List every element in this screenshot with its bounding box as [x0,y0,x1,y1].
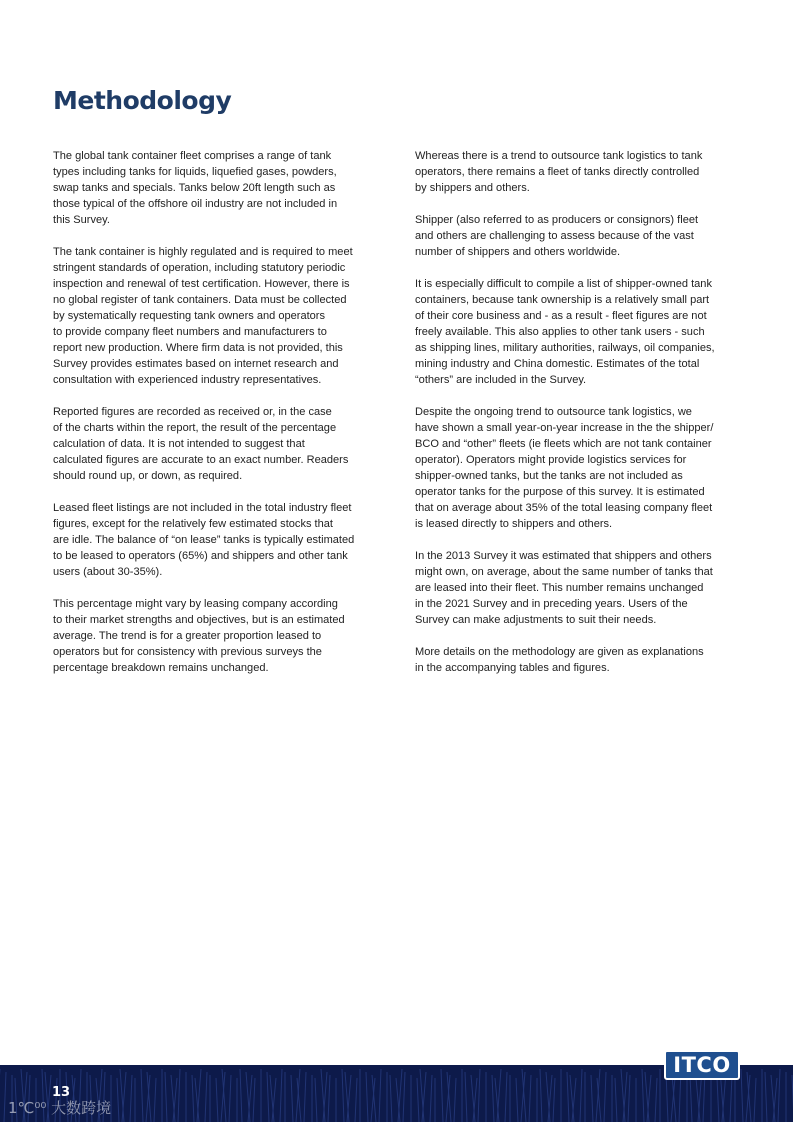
pattern-line [216,1078,218,1122]
pattern-line [240,1069,242,1122]
pattern-line [147,1072,151,1122]
left-column [53,148,383,692]
pattern-line [355,1078,357,1122]
pattern-line [604,1072,606,1122]
pattern-line [690,1075,692,1122]
paragraph: Whereas there is a trend to outsource tank logistics to tank operators, there remains a fleet of tanks directly controlled by shippers and others. [415,150,703,194]
pattern-line [229,1075,231,1122]
pattern-line [540,1069,542,1122]
pattern-line [570,1075,574,1122]
pattern-line [454,1078,456,1122]
paragraph: In the 2013 Survey it was estimated that shippers and others might own, on average, about the same number of tanks that are leased into their fleet. This number remains unchanged in the 2021 Survey and in preceding years. Users of the Survey can make adjustments to suit their needs. [415,550,713,626]
paragraph: More details on the methodology are given as explanations in the accompanying tables and figures. [415,646,704,674]
pattern-line [478,1069,480,1122]
pattern-line [379,1069,381,1122]
pattern-line [645,1072,649,1122]
pattern-line [315,1078,317,1122]
pattern-line [345,1072,349,1122]
pattern-line [270,1075,274,1122]
pattern-line [178,1069,180,1122]
pattern-line [492,1075,494,1122]
right-column [415,148,745,692]
pattern-line [553,1078,555,1122]
pattern-line [741,1069,743,1122]
pattern-line [615,1078,617,1122]
paragraph: Leased fleet listings are not included in the total industry fleet figures, except for the relatively few estimated stocks that are idle. The balance of “on lease” tanks is typically estimated to be leased to operators (65%) and shippers and other tank users (about 30-35%). [53,502,355,578]
pattern-line [465,1072,467,1122]
pattern-line [154,1078,156,1122]
pattern-line [505,1072,507,1122]
pattern-line [246,1072,250,1122]
pattern-line [253,1078,255,1122]
pattern-line [546,1072,550,1122]
paragraph: Shipper (also referred to as producers or consignors) fleet and others are challenging to assess because of the vast number of shippers and others worldwide. [415,214,699,258]
pattern-line [366,1072,368,1122]
pattern-line [522,1069,526,1122]
paragraph: This percentage might vary by leasing company according to their market strengths and objectives, but is an estimated average. The trend is for a greater proportion leased to operators but for consistency with previous surveys the percentage breakdown remains unchanged. [53,598,345,674]
pattern-line [328,1075,330,1122]
pattern-line [417,1078,419,1122]
pattern-line [4,1072,6,1122]
pattern-line [304,1072,306,1122]
page-number: 13 [52,1085,71,1100]
pattern-line [192,1075,194,1122]
pattern-line [120,1069,124,1122]
pattern-line [420,1069,424,1122]
pattern-line [672,1075,676,1122]
pattern-line [291,1075,293,1122]
pattern-line [205,1072,207,1122]
pattern-line [497,1069,501,1122]
pattern-line [372,1075,376,1122]
pattern-line [747,1072,751,1122]
pattern-line [447,1072,451,1122]
pattern-line [390,1075,392,1122]
pattern-line [430,1075,432,1122]
paragraph: Reported figures are recorded as received or, in the case of the charts within the report, the result of the percentage calculation of data. It is not intended to suggest that calculated figures are accurate to an exact number. Readers should round up, or down, as required. [53,406,349,482]
pattern-line [730,1075,732,1122]
pattern-line [621,1069,625,1122]
watermark: 1℃⁰⁰ 大数跨境 [8,1099,112,1117]
pattern-line [765,1072,767,1122]
pattern-line [280,1069,282,1122]
pattern-line [591,1075,593,1122]
paragraph: Despite the ongoing trend to outsource tank logistics, we have shown a small year-on-year increase in the the shipper/ BCO and “other” fleets (ie fleets which are not tank container operator). Operators might provide logistics services for shipper-owned tanks, but the tanks are not included as operator tanks for the purpose of this survey. It is estimated that on average about 35% of the total leasing company fleet is leased directly to shippers and others. [415,406,714,530]
pattern-line [165,1072,167,1122]
pattern-line [321,1069,325,1122]
pattern-line [141,1069,143,1122]
paragraph: The tank container is highly regulated and is required to meet stringent standards of operation, including statutory periodic inspection and renewal of test certification. However, there is no global register of tank containers. Data must be collected by systematically requesting tank owners and operators to provide company fleet numbers and manufacturers to report new production. Where firm data is not provided, this Survey provides estimates based on internet research and consultation with experienced industry representatives. [53,246,353,386]
pattern-line [471,1075,475,1122]
pattern-line [771,1075,775,1122]
pattern-line [171,1075,175,1122]
pattern-line [778,1069,780,1122]
pattern-line [117,1078,119,1122]
pattern-line [398,1069,402,1122]
pattern-line [567,1072,569,1122]
pattern-line [441,1069,443,1122]
pattern-line [717,1078,719,1122]
pattern-line [596,1069,600,1122]
pattern-line [296,1069,300,1122]
pattern-line [267,1072,269,1122]
pattern-line [529,1075,531,1122]
pattern-line [642,1069,644,1122]
pattern-line [580,1069,582,1122]
pattern-line [222,1069,226,1122]
paragraph: The global tank container fleet comprises a range of tank types including tanks for liquids, liquefied gases, powders, swap tanks and specials. Tanks below 20ft length such as those typical of the offshore oil industry are not included in this Survey. [53,150,338,226]
pattern-line [342,1069,344,1122]
pattern-line [403,1072,405,1122]
pattern-line [516,1078,518,1122]
pattern-line [655,1078,657,1122]
pattern-line [130,1075,132,1122]
pattern-line [754,1078,756,1122]
pattern-line [197,1069,201,1122]
itco-logo: ITCO [664,1050,740,1080]
paragraph: It is especially difficult to compile a list of shipper-owned tank containers, because tank ownership is a relatively small part of their core business and - as a result - fleet figures are not freely available. This also applies to other tank users - such as shipping lines, military authorities, railways, oil companies, mining industry and China domestic. Estimates of the total “others” are included in the Survey. [415,278,715,386]
page-title: Methodology [53,86,232,115]
pattern-line [628,1075,630,1122]
